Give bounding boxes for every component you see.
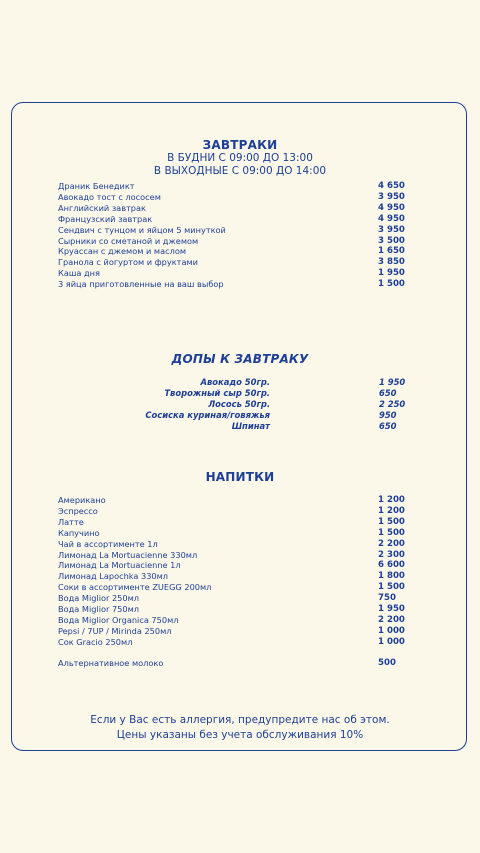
menu-item-price: 1 200 — [378, 505, 405, 516]
menu-item — [58, 637, 403, 648]
allergy-note: Если у Вас есть аллергия, предупредите нас об этом. — [90, 714, 390, 726]
menu-item — [58, 615, 403, 626]
menu-item — [58, 560, 403, 571]
menu-item-name: Американо — [58, 495, 106, 505]
menu-item-price: 950 — [379, 409, 397, 420]
menu-item-name: Драник Бенедикт — [58, 181, 135, 191]
menu-item-price: 3 950 — [378, 191, 405, 202]
menu-item-price: 650 — [379, 387, 397, 398]
menu-item-name: Лимонад La Mortuacienne 330мл — [58, 549, 198, 560]
menu-item-name: Вода Miglior 250мл — [58, 593, 140, 604]
breakfast-weekday-hours: В БУДНИ С 09:00 ДО 13:00 — [167, 152, 313, 164]
menu-item-price: 1 800 — [378, 571, 405, 582]
menu-item-name: Лимонад Lapochka 330мл — [58, 571, 169, 582]
menu-item-name: Эспрессо — [58, 505, 98, 516]
menu-item-name: Авокадо 50гр. — [200, 377, 270, 387]
menu-item-price: 650 — [379, 420, 397, 431]
menu-item-name: Шпинат — [231, 420, 270, 431]
menu-item-name: Лимонад La Mortuacienne 1л — [58, 560, 181, 571]
menu-item-name: Каша дня — [58, 268, 100, 279]
menu-item-price: 1 950 — [378, 268, 405, 279]
menu-item — [0, 410, 480, 421]
menu-item-price: 3 950 — [378, 224, 405, 235]
menu-item-name: Лосось 50гр. — [208, 398, 270, 409]
menu-item — [58, 550, 403, 561]
menu-item — [0, 399, 480, 410]
menu-item — [58, 236, 403, 247]
menu-item-price: 750 — [378, 593, 396, 604]
menu-item-price: 1 500 — [378, 279, 405, 290]
menu-item-price: 3 850 — [378, 257, 405, 268]
menu-item-name: Творожный сыр 50гр. — [164, 387, 270, 398]
menu-item — [58, 257, 403, 268]
menu-item — [58, 279, 403, 290]
menu-item — [0, 421, 480, 432]
menu-item-price: 2 250 — [379, 398, 406, 409]
menu-item-name: Гранола с йогуртом и фруктами — [58, 257, 198, 268]
menu-item — [58, 181, 403, 192]
menu-item — [58, 225, 403, 236]
menu-item — [58, 268, 403, 279]
menu-item-name: Авокадо тост с лососем — [58, 191, 161, 202]
menu-item-name: Английский завтрак — [58, 202, 146, 213]
service-note: Цены указаны без учета обслуживания 10% — [116, 729, 364, 741]
menu-item — [58, 246, 403, 257]
menu-item-price: 1 000 — [378, 625, 405, 636]
menu-item — [58, 192, 403, 203]
menu-item-price: 1 200 — [378, 495, 405, 505]
menu-item — [58, 495, 403, 506]
menu-item-price: 1 950 — [378, 604, 405, 614]
menu-item-price: 6 600 — [378, 560, 405, 571]
menu-item-price: 4 950 — [378, 213, 405, 224]
menu-item-price: 1 950 — [379, 377, 406, 387]
addons-title: ДОПЫ К ЗАВТРАКУ — [171, 352, 309, 366]
menu-item — [58, 528, 403, 539]
menu-item-name: Вода Miglior Organica 750мл — [58, 614, 179, 625]
menu-item-price: 2 300 — [378, 549, 405, 560]
menu-item — [58, 506, 403, 517]
menu-item-name: Сосиска куриная/говяжья — [145, 409, 270, 420]
menu-item — [58, 517, 403, 528]
menu-item-price: 500 — [378, 658, 396, 668]
menu-item-name: Чай в ассортименте 1л — [58, 538, 158, 549]
menu-item-price: 1 650 — [378, 246, 405, 257]
menu-item — [58, 604, 403, 615]
menu-item-price: 1 500 — [378, 527, 405, 538]
menu-item — [58, 593, 403, 604]
menu-item — [58, 571, 403, 582]
menu-item-price: 4 950 — [378, 202, 405, 213]
menu-item-name: Латте — [58, 516, 84, 527]
menu-item-price: 4 650 — [378, 181, 405, 191]
menu-item-price: 2 200 — [378, 538, 405, 549]
menu-item-name: Альтернативное молоко — [58, 658, 164, 668]
menu-item — [0, 388, 480, 399]
menu-item-name: Pepsi / 7UP / Mirinda 250мл — [58, 625, 172, 636]
menu-item-name: Сырники со сметаной и джемом — [58, 235, 199, 246]
menu-item-name: Французский завтрак — [58, 213, 153, 224]
menu-item-alt-milk — [58, 658, 403, 669]
menu-item — [0, 377, 480, 388]
menu-item-price: 1 500 — [378, 582, 405, 593]
menu-item — [58, 626, 403, 637]
menu-item-name: 3 яйца приготовленные на ваш выбор — [58, 279, 224, 290]
menu-item — [58, 582, 403, 593]
menu-item-name: Соки в ассортименте ZUEGG 200мл — [58, 582, 212, 593]
menu-item-name: Круассан с джемом и маслом — [58, 246, 187, 257]
menu-item-price: 2 200 — [378, 614, 405, 625]
menu-item-price: 3 500 — [378, 235, 405, 246]
menu-item-name: Вода Miglior 750мл — [58, 604, 140, 614]
menu-item — [58, 539, 403, 550]
breakfast-title: ЗАВТРАКИ — [202, 138, 278, 152]
menu-item-name: Сок Gracio 250мл — [58, 636, 133, 647]
menu-item-name: Капучино — [58, 527, 100, 538]
menu-item — [58, 203, 403, 214]
breakfast-weekend-hours: В ВЫХОДНЫЕ С 09:00 ДО 14:00 — [153, 165, 327, 177]
drinks-title: НАПИТКИ — [205, 470, 275, 484]
menu-item-price: 1 000 — [378, 636, 405, 647]
menu-item — [58, 214, 403, 225]
menu-item-price: 1 500 — [378, 516, 405, 527]
menu-item-name: Сендвич с тунцом и яйцом 5 минуткой — [58, 224, 226, 235]
